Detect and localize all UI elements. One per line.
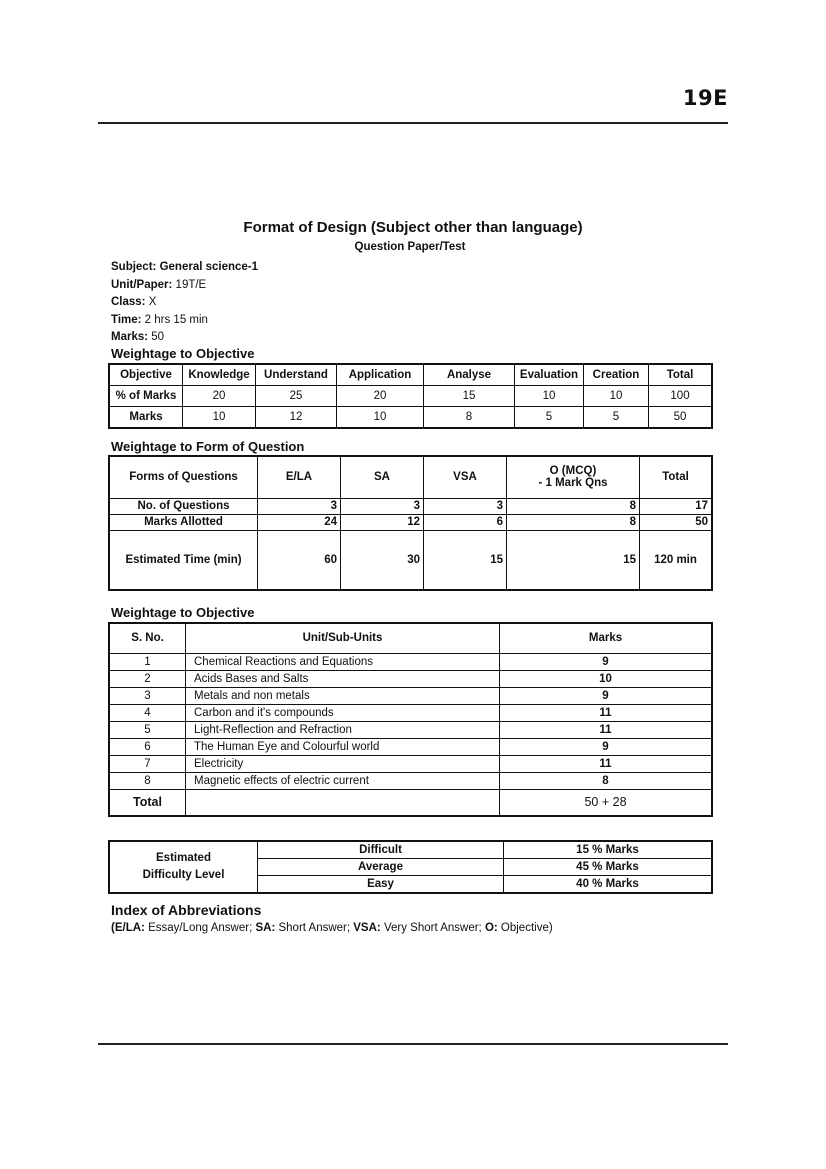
difficulty-level: Difficult (258, 841, 504, 859)
abbr-value: Very Short Answer; (380, 922, 485, 934)
table-row (109, 514, 712, 530)
document-title-text: Format of Design (Subject other than language) (243, 219, 583, 236)
document-subtitle: Question Paper/Test (354, 241, 466, 253)
difficulty-percent: 40 % Marks (504, 876, 713, 894)
form-table-heading: Weightage to Form of Question (111, 439, 305, 454)
meta-label: Unit/Paper: (111, 278, 173, 291)
cell: 12 (341, 514, 424, 530)
cell: 2 (109, 670, 186, 687)
cell: 17 (640, 498, 713, 514)
meta-class (111, 294, 258, 312)
header-cell: Knowledge (183, 364, 256, 386)
table-row (109, 407, 712, 429)
cell: 8 (507, 514, 640, 530)
table-header-row (109, 623, 712, 653)
table-row (109, 755, 712, 772)
table-row (109, 687, 712, 704)
cell: 9 (500, 687, 713, 704)
meta-marks (111, 329, 258, 347)
cell: 11 (500, 721, 713, 738)
abbreviations-list (111, 922, 553, 934)
meta-label: Class: (111, 296, 146, 308)
cell: Light-Reflection and Refraction (186, 721, 500, 738)
cell: 100 (649, 386, 713, 407)
cell: 10 (337, 407, 424, 429)
objective-table-heading: Weightage to Objective (111, 346, 255, 361)
page-code: 19E (682, 86, 728, 110)
meta-label: Marks: (111, 331, 149, 343)
table-row (109, 530, 712, 590)
cell: 15 (424, 386, 515, 407)
cell: 3 (341, 498, 424, 514)
meta-value: 2 hrs 15 min (144, 313, 208, 326)
table-row (109, 653, 712, 670)
difficulty-percent: 45 % Marks (504, 859, 713, 876)
cell: 11 (500, 755, 713, 772)
cell: 10 (515, 386, 584, 407)
cell: 20 (337, 386, 424, 407)
cell: Electricity (186, 755, 500, 772)
header-cell: Forms of Questions (109, 456, 258, 498)
header-cell: Unit/Sub-Units (186, 623, 500, 653)
row-label: Estimated Time (min) (109, 530, 258, 590)
table-row (109, 498, 712, 514)
difficulty-level: Average (258, 859, 504, 876)
label-line: Estimated (156, 852, 211, 864)
total-value: 50 + 28 (500, 789, 713, 816)
table-header-row (109, 456, 712, 498)
form-of-question-table (108, 455, 713, 591)
meta-label: Time: (111, 313, 142, 326)
header-cell: Objective (109, 364, 183, 386)
abbr-key: E/LA: (114, 922, 145, 934)
cell: Magnetic effects of electric current (186, 772, 500, 789)
abbr-key: VSA: (353, 922, 381, 934)
cell: Metals and non metals (186, 687, 500, 704)
table-row (109, 704, 712, 721)
header-cell: Analyse (424, 364, 515, 386)
paren: ( (111, 922, 115, 934)
table-row (109, 738, 712, 755)
header-cell: VSA (424, 456, 507, 498)
cell: 12 (256, 407, 337, 429)
document-title (0, 219, 826, 236)
cell: 6 (109, 738, 186, 755)
paper-meta (111, 259, 258, 347)
cell: 11 (500, 704, 713, 721)
cell: 3 (109, 687, 186, 704)
header-line: - 1 Mark Qns (538, 477, 608, 490)
total-label: Total (109, 789, 186, 816)
cell: 8 (109, 772, 186, 789)
units-table-heading: Weightage to Objective (111, 605, 255, 620)
cell: 5 (109, 721, 186, 738)
difficulty-table (108, 840, 713, 894)
header-cell: Evaluation (515, 364, 584, 386)
header-cell: Creation (584, 364, 649, 386)
cell: 5 (584, 407, 649, 429)
cell: 60 (258, 530, 341, 590)
total-row (109, 789, 712, 816)
cell: 7 (109, 755, 186, 772)
meta-unit (111, 277, 258, 295)
footer-rule (98, 1043, 728, 1045)
abbr-key: SA: (255, 922, 276, 934)
cell: 10 (584, 386, 649, 407)
meta-value: 50 (151, 331, 165, 343)
header-cell: Marks (500, 623, 713, 653)
header-cell: S. No. (109, 623, 186, 653)
row-label: Marks Allotted (109, 514, 258, 530)
cell: 6 (424, 514, 507, 530)
row-label: Marks (109, 407, 183, 429)
header-cell (507, 456, 640, 498)
abbreviations-title: Index of Abbreviations (111, 902, 262, 918)
label-line: Difficulty Level (142, 869, 225, 881)
header-cell: SA (341, 456, 424, 498)
cell: 20 (183, 386, 256, 407)
cell: 8 (424, 407, 515, 429)
header-cell: Total (649, 364, 713, 386)
cell: 9 (500, 738, 713, 755)
difficulty-percent: 15 % Marks (504, 841, 713, 859)
meta-label: Subject: (111, 261, 157, 273)
cell: Acids Bases and Salts (186, 670, 500, 687)
cell: 15 (507, 530, 640, 590)
meta-value: General science-1 (159, 261, 259, 273)
cell: 8 (500, 772, 713, 789)
header-line: O (MCQ) (549, 465, 597, 478)
cell: 3 (424, 498, 507, 514)
header-cell: Total (640, 456, 713, 498)
cell: The Human Eye and Colourful world (186, 738, 500, 755)
abbr-value: Short Answer; (275, 922, 354, 934)
cell: 50 (649, 407, 713, 429)
difficulty-label (109, 841, 258, 893)
table-row (109, 841, 712, 859)
table-row (109, 721, 712, 738)
abbr-value: Essay/Long Answer; (144, 922, 256, 934)
cell: Carbon and it's compounds (186, 704, 500, 721)
meta-value: X (148, 296, 157, 308)
cell: 15 (424, 530, 507, 590)
objective-table (108, 363, 713, 429)
meta-subject (111, 259, 258, 277)
cell: 1 (109, 653, 186, 670)
cell: 25 (256, 386, 337, 407)
cell (186, 789, 500, 816)
table-row (109, 670, 712, 687)
cell: Chemical Reactions and Equations (186, 653, 500, 670)
cell: 24 (258, 514, 341, 530)
meta-value: 19T/E (175, 278, 207, 291)
cell: 50 (640, 514, 713, 530)
difficulty-level: Easy (258, 876, 504, 894)
cell: 9 (500, 653, 713, 670)
header-cell: Application (337, 364, 424, 386)
header-rule (98, 122, 728, 124)
meta-time (111, 312, 258, 330)
cell: 5 (515, 407, 584, 429)
units-table (108, 622, 713, 817)
cell: 4 (109, 704, 186, 721)
cell: 3 (258, 498, 341, 514)
table-row (109, 772, 712, 789)
header-cell: E/LA (258, 456, 341, 498)
abbr-key: O: (484, 922, 498, 934)
cell: 120 min (640, 530, 713, 590)
row-label: % of Marks (109, 386, 183, 407)
abbr-value: Objective) (497, 922, 553, 934)
table-header-row (109, 364, 712, 386)
cell: 8 (507, 498, 640, 514)
cell: 10 (183, 407, 256, 429)
cell: 30 (341, 530, 424, 590)
row-label: No. of Questions (109, 498, 258, 514)
cell: 10 (500, 670, 713, 687)
table-row (109, 386, 712, 407)
header-cell: Understand (256, 364, 337, 386)
